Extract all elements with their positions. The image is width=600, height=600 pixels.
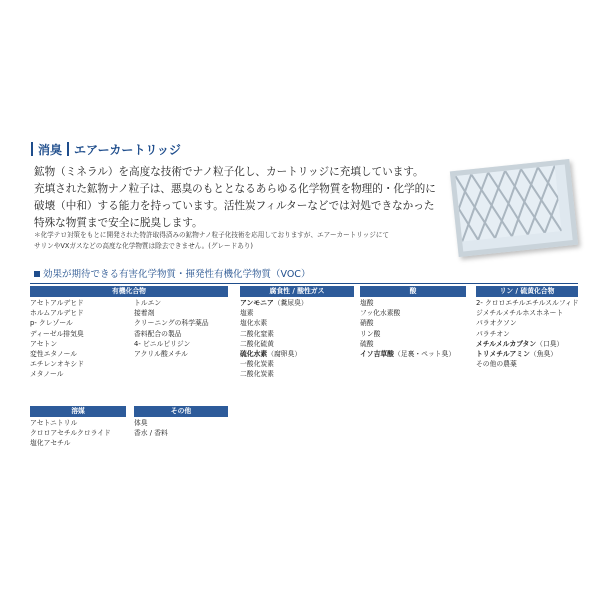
list-item: クロロアセチルクロライド	[30, 429, 111, 438]
list-item: アンモニア（糞尿臭）	[240, 299, 308, 307]
list-item: トリメチルアミン（魚臭）	[476, 350, 558, 359]
list-item: メチルメルカプタン（口臭）	[476, 339, 564, 348]
list-item: 塩素	[240, 309, 254, 318]
list-item: イソ吉草酸（足裏・ペット臭）	[360, 350, 456, 359]
list-item: 塩酸	[360, 299, 374, 307]
list-item: 4- ビニルピリジン	[134, 339, 191, 348]
header-organic: 有機化合物	[30, 286, 228, 297]
header-corrosive: 腐食性 / 酸性ガス	[240, 286, 354, 297]
phosphorus-list	[476, 298, 579, 369]
cartridge-pleat-pattern	[455, 166, 561, 242]
section-rule	[30, 283, 578, 284]
list-item: アクリル酸メチル	[134, 350, 188, 359]
list-item: 塩化水素	[240, 319, 268, 328]
list-item: アセトニトリル	[30, 419, 78, 427]
list-item: 硫化水素（腐卵臭）	[240, 350, 302, 359]
header-acid: 酸	[360, 286, 466, 297]
acid-list	[360, 298, 455, 359]
list-item: エチレンオキシド	[30, 360, 85, 369]
list-item: 一酸化炭素	[240, 360, 274, 369]
list-item: 二酸化炭素	[240, 370, 274, 379]
list-item: ジメチルメチルホスホネート	[476, 309, 564, 318]
list-item: 2- クロロエチルエチルスルフィド	[476, 299, 579, 307]
list-item: p- クレゾール	[30, 319, 73, 328]
other-list	[134, 418, 168, 438]
list-item: 硫酸	[360, 339, 374, 348]
list-item: ホルムアルデヒド	[30, 309, 84, 318]
intro-line-3: 破壊（中和）する能力を持っています。活性炭フィルターなどでは対処できなかった	[34, 200, 435, 212]
list-item: フッ化水素酸	[360, 309, 401, 318]
organic-left-list	[30, 298, 84, 380]
heading-bar	[31, 142, 33, 156]
corrosive-list	[240, 298, 308, 380]
section-title	[34, 266, 310, 280]
section-title-text: 効果が期待できる有害化学物質・揮発性有機化学物質（VOC）	[43, 269, 311, 280]
intro-line-4: 特殊な物質まで安全に脱臭します。	[34, 217, 203, 229]
header-solvent: 溶媒	[30, 406, 126, 417]
list-item: 接着剤	[134, 309, 155, 318]
heading-product: エアーカートリッジ	[74, 142, 181, 157]
page-heading	[26, 140, 181, 158]
note-line-2: サリンやVXガスなどの高度な化学物質は除去できません。(グレードあり)	[34, 242, 253, 250]
cartridge-image	[450, 159, 578, 257]
list-item: ディーゼル排気臭	[30, 329, 84, 338]
list-item: その他の農薬	[476, 360, 517, 369]
list-item: 硝酸	[360, 319, 374, 328]
header-phosphorus-sulfur: リン / 硫黄化合物	[476, 286, 578, 297]
list-item: 二酸化窒素	[240, 329, 274, 338]
header-other: その他	[134, 406, 228, 417]
intro-line-1: 鉱物（ミネラル）を高度な技術でナノ粒子化し、カートリッジに充填しています。	[34, 166, 424, 178]
list-item: 体臭	[134, 419, 148, 427]
list-item: トルエン	[134, 299, 162, 307]
organic-right-list	[134, 298, 209, 359]
section-marker-icon	[34, 271, 40, 277]
list-item: パラチオン	[476, 329, 510, 338]
heading-category: 消臭	[38, 142, 63, 157]
list-item: クリーニングの科学薬品	[134, 319, 209, 328]
note-line-1: ＊化学テロ対策をもとに開発された特許取得済みの鉱物ナノ粒子化技術を応用しておりますが、エアーカートリッジにて	[34, 231, 390, 239]
list-item: 変性エタノール	[30, 350, 78, 359]
list-item: 塩化アセチル	[30, 439, 71, 448]
solvent-list	[30, 418, 111, 449]
list-item: アセトン	[30, 339, 58, 348]
list-item: 二酸化硫黄	[240, 339, 274, 348]
list-item: アセトアルデヒド	[30, 299, 84, 307]
list-item: リン酸	[360, 329, 381, 338]
list-item: 香水 / 香料	[134, 429, 168, 438]
list-item: パラオクソン	[476, 319, 517, 328]
intro-line-2: 充填された鉱物ナノ粒子は、悪臭のもととなるあらゆる化学物質を物理的・化学的に	[34, 183, 436, 195]
list-item: 香料配合の製品	[134, 329, 182, 338]
list-item: メタノール	[30, 370, 64, 379]
heading-divider	[67, 142, 69, 156]
